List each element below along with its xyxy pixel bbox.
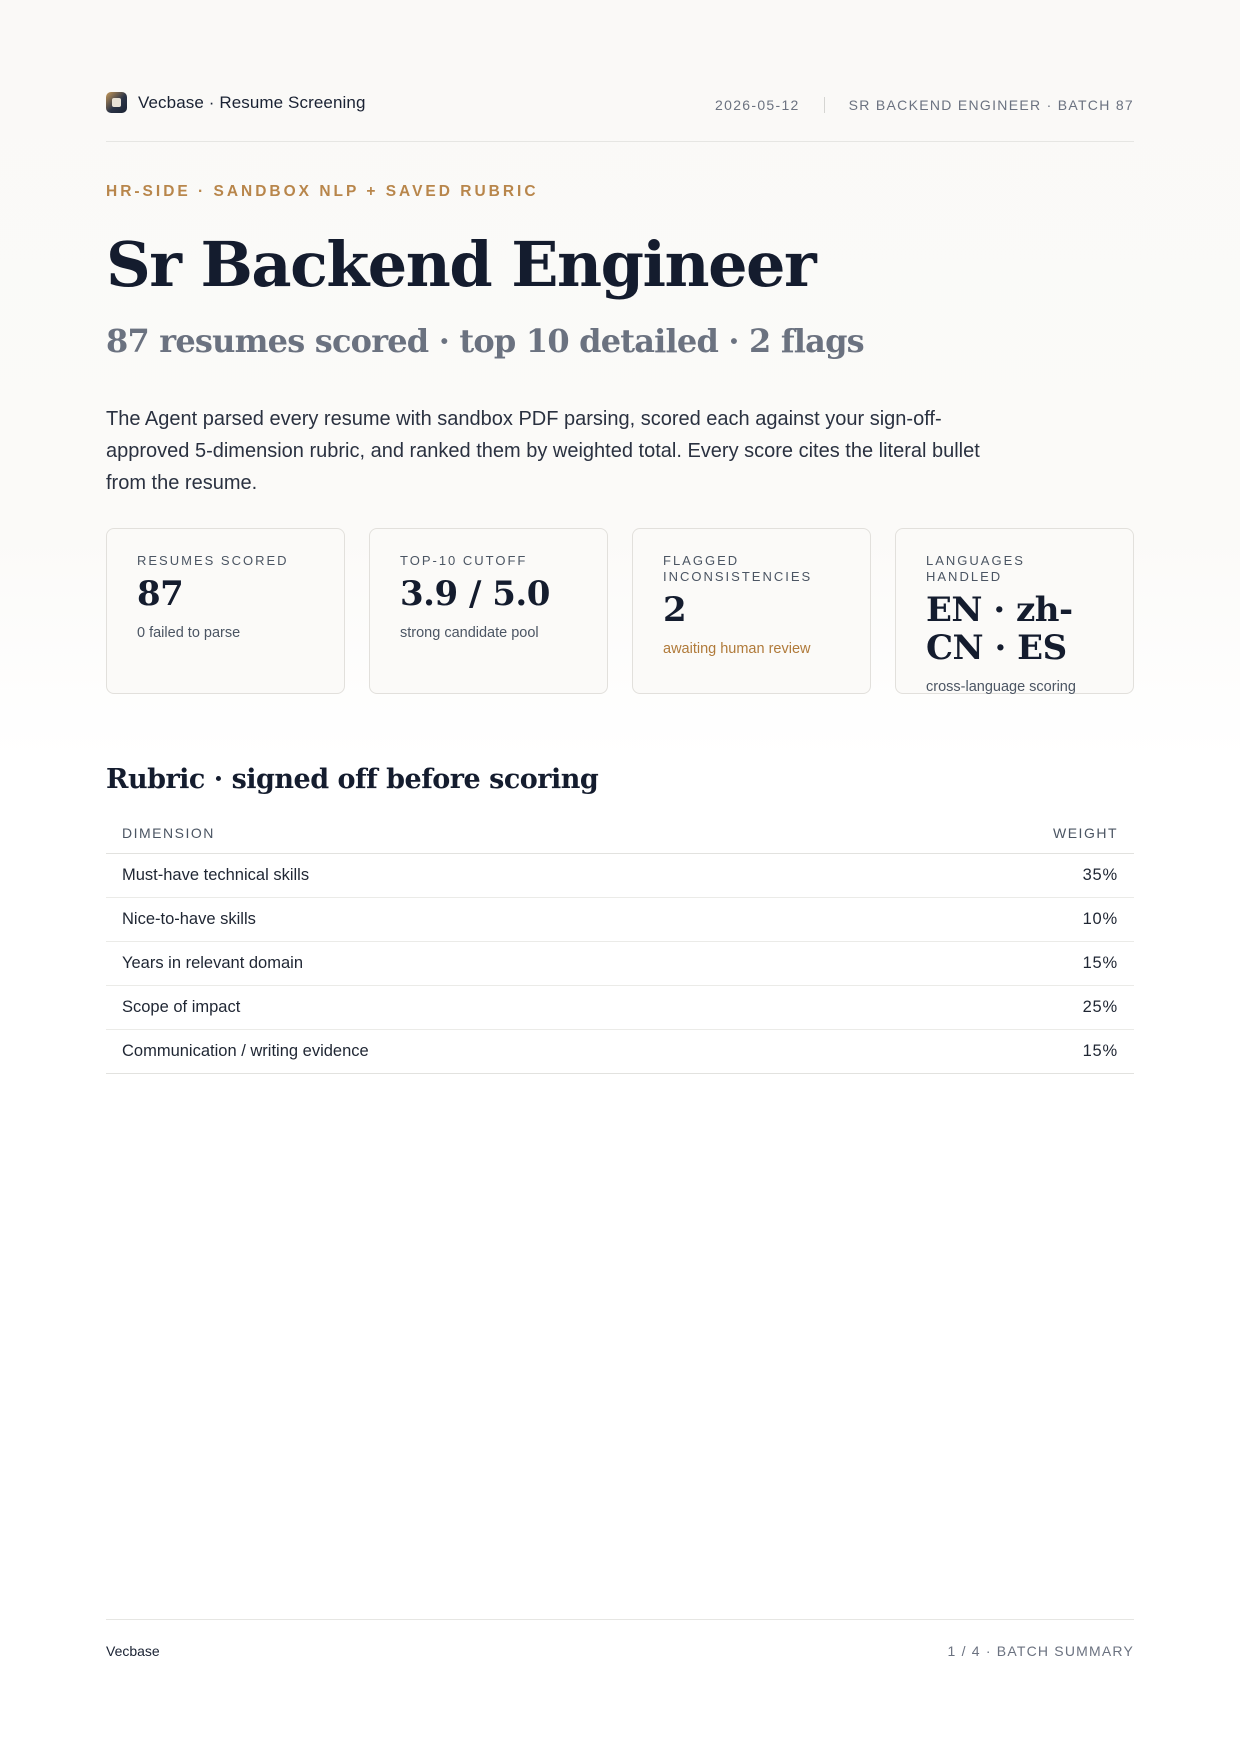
brand xyxy=(106,92,366,113)
page-number: 1 / 4 · BATCH SUMMARY xyxy=(947,1643,1134,1659)
stat-note: strong candidate pool xyxy=(400,625,539,641)
stat-note: 0 failed to parse xyxy=(137,625,241,641)
rubric-table xyxy=(106,812,1134,1074)
dimension-cell: Scope of impact xyxy=(122,998,241,1016)
weight-cell: 25% xyxy=(1082,998,1118,1016)
weight-cell: 10% xyxy=(1082,910,1118,928)
stat-card-resumes-scored xyxy=(106,528,345,694)
stat-label: RESUMES SCORED xyxy=(137,553,289,568)
stat-cards xyxy=(106,528,1134,694)
dimension-cell: Years in relevant domain xyxy=(122,954,304,972)
brand-name: Vecbase · Resume Screening xyxy=(138,92,366,112)
dimension-cell: Communication / writing evidence xyxy=(122,1042,369,1060)
intro-paragraph: The Agent parsed every resume with sandbox PDF parsing, scored each against your sign-off-approved 5-dimension rubric, and ranked them by weighted total. Every score cites the literal bullet from the resume. xyxy=(106,408,980,494)
page-footer xyxy=(106,1619,1134,1669)
stat-note: awaiting human review xyxy=(663,641,811,657)
page-title: Sr Backend Engineer xyxy=(106,228,816,301)
dimension-cell: Nice-to-have skills xyxy=(122,910,256,928)
report-date: 2026-05-12 xyxy=(715,97,800,113)
header-meta xyxy=(715,97,1134,113)
stat-value: 2 xyxy=(663,590,687,630)
stat-value: 3.9 / 5.0 xyxy=(400,574,550,614)
rubric-title: Rubric · signed off before scoring xyxy=(106,764,599,795)
footer-brand: Vecbase xyxy=(106,1643,160,1659)
stat-value: EN · zh-CN · ES xyxy=(926,590,1073,668)
dimension-cell: Must-have technical skills xyxy=(122,866,310,884)
table-row xyxy=(106,898,1134,942)
weight-cell: 15% xyxy=(1082,954,1118,972)
stat-label: LANGUAGES HANDLED xyxy=(926,553,1025,584)
table-header xyxy=(106,812,1134,854)
column-header-dimension: DIMENSION xyxy=(122,824,215,841)
weight-cell: 15% xyxy=(1082,1042,1118,1060)
stat-card-languages xyxy=(895,528,1134,694)
table-row xyxy=(106,1030,1134,1074)
stat-label: TOP-10 CUTOFF xyxy=(400,553,528,568)
page-subtitle: 87 resumes scored · top 10 detailed · 2 flags xyxy=(106,322,864,360)
table-row xyxy=(106,854,1134,898)
stat-label: FLAGGED INCONSISTENCIES xyxy=(663,553,813,584)
stat-value: 87 xyxy=(137,574,184,614)
stat-card-top10-cutoff xyxy=(369,528,608,694)
report-context: SR BACKEND ENGINEER · BATCH 87 xyxy=(848,97,1134,113)
stat-card-flagged xyxy=(632,528,871,694)
eyebrow: HR-SIDE · SANDBOX NLP + SAVED RUBRIC xyxy=(106,183,539,200)
table-row xyxy=(106,986,1134,1030)
column-header-weight: WEIGHT xyxy=(1053,824,1118,841)
stat-note: cross-language scoring xyxy=(926,679,1076,695)
weight-cell: 35% xyxy=(1082,866,1118,884)
page xyxy=(106,0,1134,1754)
vecbase-logo-icon xyxy=(106,92,127,113)
header-divider xyxy=(824,97,825,113)
page-header xyxy=(106,88,1134,142)
table-row xyxy=(106,942,1134,986)
